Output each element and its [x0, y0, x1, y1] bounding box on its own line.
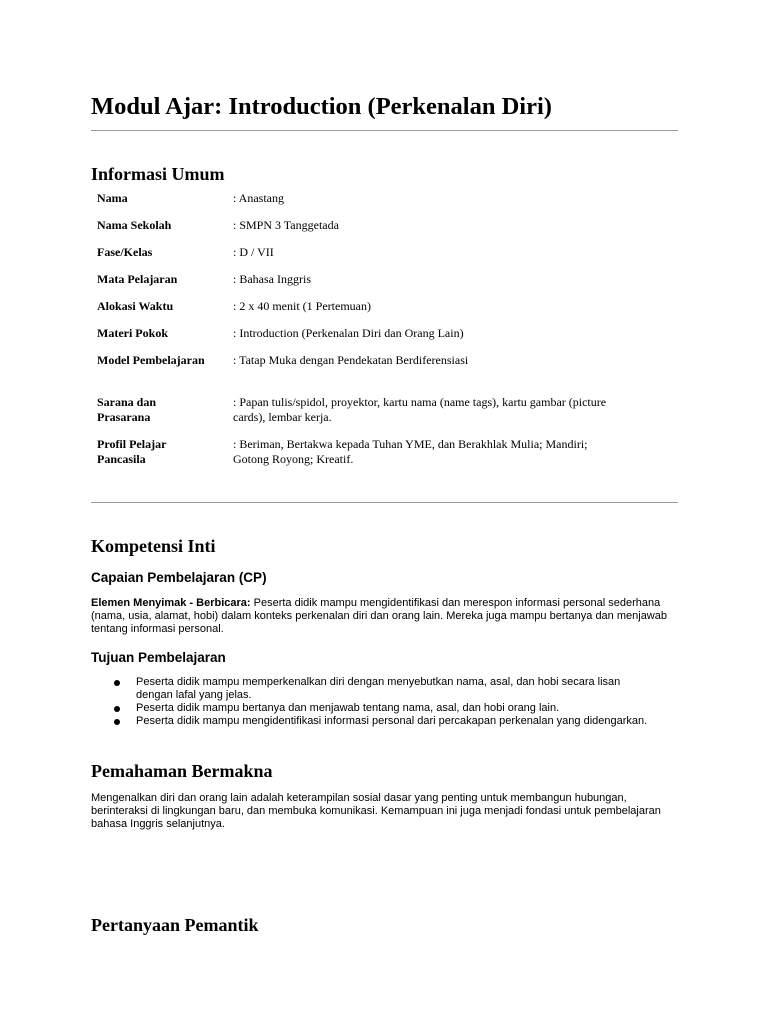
section-heading-pertanyaan-pemantik: Pertanyaan Pemantik	[91, 915, 259, 935]
info-value: : Papan tulis/spidol, proyektor, kartu nama (name tags), kartu gambar (picture cards), lembar kerja.	[233, 395, 607, 424]
info-value: : SMPN 3 Tanggetada	[233, 218, 339, 232]
info-value: : 2 x 40 menit (1 Pertemuan)	[233, 299, 371, 313]
pemahaman-paragraph: Mengenalkan diri dan orang lain adalah keterampilan sosial dasar yang penting untuk membangun hubungan, berinteraksi di lingkungan baru, dan membuka komunikasi. Kemampuan ini juga menjadi fondasi untuk pembelajaran bahasa Inggris selanjutnya.	[91, 792, 661, 830]
info-value: : Bahasa Inggris	[233, 272, 311, 286]
subheading-tujuan-pembelajaran: Tujuan Pembelajaran	[91, 650, 226, 665]
info-label: Nama	[97, 191, 128, 205]
info-label: Alokasi Waktu	[97, 299, 174, 313]
info-label: Fase/Kelas	[97, 245, 153, 259]
list-item-text: Peserta didik mampu bertanya dan menjawab tentang nama, asal, dan hobi orang lain.	[136, 702, 560, 714]
info-value: : Anastang	[233, 191, 284, 205]
list-item	[91, 676, 678, 702]
section-divider	[91, 502, 678, 503]
info-value: : Tatap Muka dengan Pendekatan Berdiferensiasi	[233, 353, 469, 367]
info-label: Model Pembelajaran	[97, 353, 205, 367]
title-divider	[91, 130, 678, 131]
info-value: : D / VII	[233, 245, 274, 259]
info-label: Profil Pelajar Pancasila	[97, 437, 167, 466]
info-label: Nama Sekolah	[97, 218, 172, 232]
list-item	[91, 702, 678, 715]
tujuan-list	[91, 676, 678, 728]
cp-text: Peserta didik mampu mengidentifikasi dan merespon informasi personal sederhana (nama, usia, alamat, hobi) dalam konteks perkenalan diri dan orang lain. Mereka juga mampu bertanya dan menjawab tentang informasi personal.	[91, 597, 667, 635]
subheading-capaian-pembelajaran: Capaian Pembelajaran (CP)	[91, 570, 267, 585]
section-heading-informasi-umum: Informasi Umum	[91, 164, 225, 184]
info-value: : Introduction (Perkenalan Diri dan Orang Lain)	[233, 326, 464, 340]
info-label: Sarana dan Prasarana	[97, 395, 157, 424]
section-heading-pemahaman-bermakna: Pemahaman Bermakna	[91, 761, 273, 781]
list-item	[91, 715, 678, 728]
bullet-icon	[114, 706, 120, 712]
info-label: Materi Pokok	[97, 326, 168, 340]
cp-paragraph	[91, 597, 678, 636]
info-value: : Beriman, Bertakwa kepada Tuhan YME, dan Berakhlak Mulia; Mandiri; Gotong Royong; Kreatif.	[233, 437, 588, 466]
list-item-text: Peserta didik mampu memperkenalkan diri dengan menyebutkan nama, asal, dan hobi secara lisan dengan lafal yang jelas.	[136, 676, 621, 701]
document-title: Modul Ajar: Introduction (Perkenalan Diri)	[91, 93, 552, 120]
section-heading-kompetensi-inti: Kompetensi Inti	[91, 536, 216, 556]
info-label: Mata Pelajaran	[97, 272, 178, 286]
cp-label: Elemen Menyimak - Berbicara:	[91, 597, 251, 609]
bullet-icon	[114, 719, 120, 725]
bullet-icon	[114, 680, 120, 686]
list-item-text: Peserta didik mampu mengidentifikasi informasi personal dari percakapan perkenalan yang didengarkan.	[136, 715, 648, 727]
